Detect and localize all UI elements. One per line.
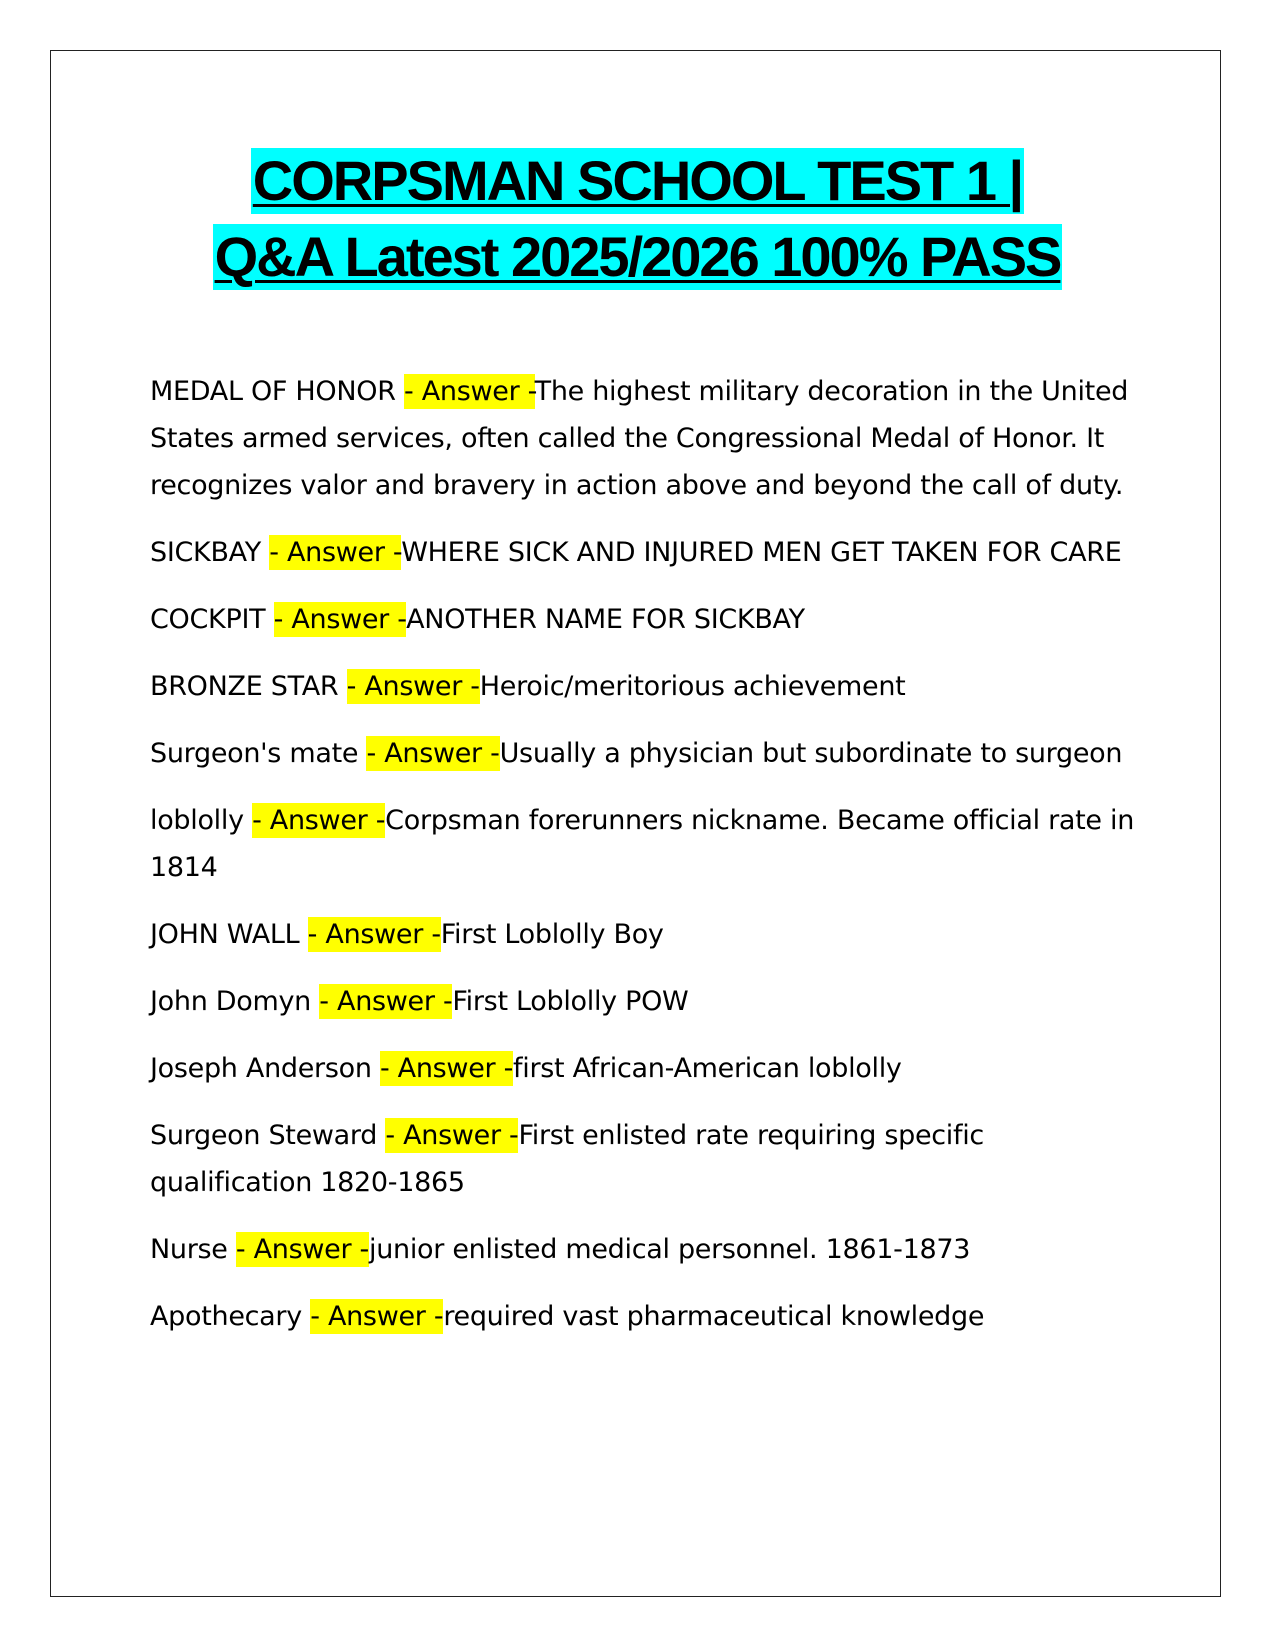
qa-term: Surgeon's mate <box>150 738 359 769</box>
qa-answer: junior enlisted medical personnel. 1861-1873 <box>369 1234 971 1265</box>
qa-term: Nurse <box>150 1234 228 1265</box>
qa-answer: Usually a physician but subordinate to surgeon <box>499 738 1123 769</box>
qa-answer: First Loblolly Boy <box>440 919 664 950</box>
answer-separator: - Answer - <box>307 919 441 950</box>
qa-term: SICKBAY <box>150 537 261 568</box>
qa-item <box>150 978 1135 1025</box>
qa-term: JOHN WALL <box>150 919 300 950</box>
qa-term: John Domyn <box>150 986 311 1017</box>
qa-answer: ANOTHER NAME FOR SICKBAY <box>406 604 805 635</box>
qa-term: Joseph Anderson <box>150 1053 372 1084</box>
qa-list <box>150 368 1135 1360</box>
qa-answer: required vast pharmaceutical knowledge <box>443 1301 985 1332</box>
qa-term: COCKPIT <box>150 604 266 635</box>
qa-item <box>150 529 1135 576</box>
qa-item <box>150 1045 1135 1092</box>
qa-item <box>150 368 1135 509</box>
qa-answer: WHERE SICK AND INJURED MEN GET TAKEN FOR CARE <box>401 537 1122 568</box>
qa-answer: Heroic/meritorious achievement <box>479 671 906 702</box>
qa-answer: Corpsman forerunners nickname. Became official rate in 1814 <box>150 805 1135 883</box>
qa-item <box>150 1293 1135 1340</box>
answer-separator: - Answer - <box>379 1053 514 1084</box>
answer-separator: - Answer - <box>385 1120 519 1151</box>
answer-separator: - Answer - <box>319 986 453 1017</box>
qa-item <box>150 596 1135 643</box>
qa-item <box>150 1226 1135 1273</box>
answer-separator: - Answer - <box>310 1301 444 1332</box>
qa-answer: The highest military decoration in the United States armed services, often called the Congressional Medal of Honor. It recognizes valor and bravery in action above and beyond the call of duty. <box>150 376 1129 501</box>
qa-item <box>150 730 1135 777</box>
title-line-1: CORPSMAN SCHOOL TEST 1 | <box>252 149 1023 212</box>
qa-item <box>150 911 1135 958</box>
qa-term: loblolly <box>150 805 244 836</box>
qa-term: MEDAL OF HONOR <box>150 376 396 407</box>
qa-item <box>150 797 1135 891</box>
qa-answer: First enlisted rate requiring specific qualification 1820-1865 <box>150 1120 984 1198</box>
qa-term: Apothecary <box>150 1301 302 1332</box>
answer-separator: - Answer - <box>273 604 407 635</box>
title-line-2: Q&A Latest 2025/2026 100% PASS <box>214 225 1061 288</box>
answer-separator: - Answer - <box>235 1234 369 1265</box>
answer-separator: - Answer - <box>366 738 500 769</box>
answer-separator: - Answer - <box>269 537 402 568</box>
answer-separator: - Answer - <box>252 805 386 836</box>
qa-term: Surgeon Steward <box>150 1120 378 1151</box>
qa-answer: first African-American loblolly <box>513 1053 902 1084</box>
answer-separator: - Answer - <box>404 376 535 407</box>
answer-separator: - Answer - <box>346 671 480 702</box>
qa-term: BRONZE STAR <box>150 671 339 702</box>
qa-item <box>150 1112 1135 1206</box>
qa-answer: First Loblolly POW <box>452 986 689 1017</box>
qa-item <box>150 663 1135 710</box>
document-title <box>100 148 1175 300</box>
